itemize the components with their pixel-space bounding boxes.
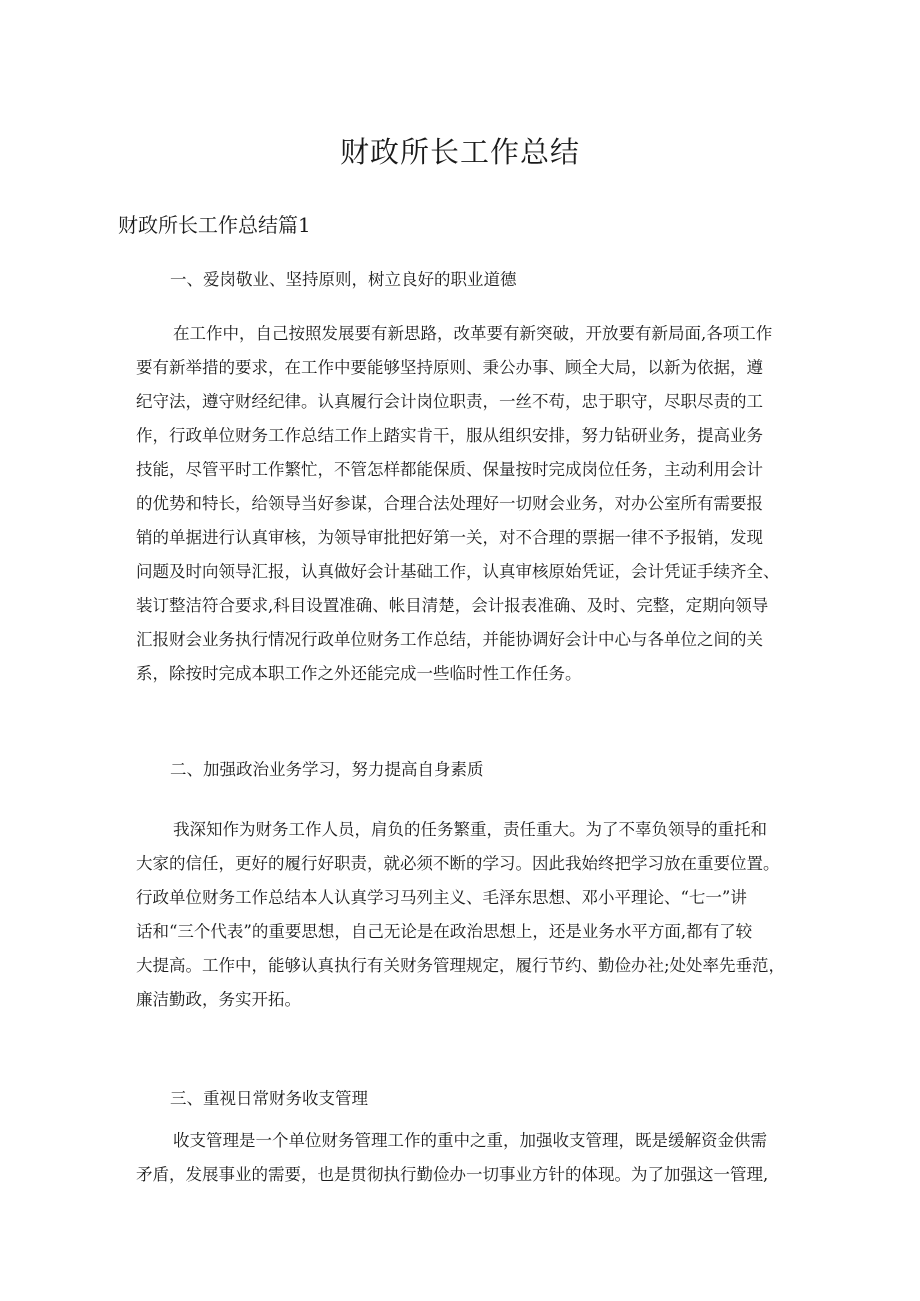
- paragraph-line: 我深知作为财务工作人员，肩负的任务繁重，责任重大。为了不辜负领导的重托和: [173, 820, 767, 839]
- section-2-paragraph: [136, 813, 794, 1017]
- section-heading-3: 三、重视日常财务收支管理: [170, 1089, 368, 1108]
- paragraph-line: 大家的信任，更好的履行好职责，就必须不断的学习。因此我始终把学习放在重要位置。: [136, 854, 780, 873]
- section-heading-1: 一、爱岗敬业、坚持原则，树立良好的职业道德: [170, 270, 517, 289]
- paragraph-line: 作，行政单位财务工作总结工作上踏实肯干，服从组织安排，努力钻研业务，提高业务: [136, 426, 763, 445]
- section-1-paragraph: [136, 317, 794, 691]
- paragraph-line: 装订整洁符合要求,科目设置准确、帐目清楚，会计报表准确、及时、完整，定期向领导: [136, 596, 769, 615]
- document-title: 财政所长工作总结: [339, 135, 580, 169]
- paragraph-line: 纪守法，遵守财经纪律。认真履行会计岗位职责，一丝不苟，忠于职守，尽职尽责的工: [136, 392, 763, 411]
- paragraph-line: 在工作中，自己按照发展要有新思路，改革要有新突破，开放要有新局面,各项工作: [173, 324, 773, 343]
- paragraph-line: 汇报财会业务执行情况行政单位财务工作总结，并能协调好会计中心与各单位之间的关: [136, 630, 763, 649]
- document-subtitle: 财政所长工作总结篇1: [118, 213, 311, 237]
- paragraph-line: 廉洁勤政，务实开拓。: [136, 990, 301, 1009]
- paragraph-line: 话和“三个代表”的重要思想，自己无论是在政治思想上，还是业务水平方面,都有了较: [136, 922, 753, 941]
- paragraph-line: 系，除按时完成本职工作之外还能完成一些临时性工作任务。: [136, 664, 582, 683]
- paragraph-line: 大提高。工作中，能够认真执行有关财务管理规定，履行节约、勤俭办社;处处率先垂范，: [136, 956, 786, 975]
- paragraph-line: 技能，尽管平时工作繁忙，不管怎样都能保质、保量按时完成岗位任务，主动利用会计: [136, 460, 763, 479]
- paragraph-line: 问题及时向领导汇报，认真做好会计基础工作，认真审核原始凭证，会计凭证手续齐全、: [136, 562, 780, 581]
- paragraph-line: 收支管理是一个单位财务管理工作的重中之重，加强收支管理，既是缓解资金供需: [173, 1131, 767, 1150]
- paragraph-line: 行政单位财务工作总结本人认真学习马列主义、毛泽东思想、邓小平理论、“七一”讲: [136, 888, 747, 907]
- paragraph-line: 要有新举措的要求，在工作中要能够坚持原则、秉公办事、顾全大局，以新为依据，遵: [136, 358, 763, 377]
- paragraph-line: 矛盾，发展事业的需要，也是贯彻执行勤俭办一切事业方针的体现。为了加强这一管理,: [136, 1165, 769, 1184]
- paragraph-line: 销的单据进行认真审核，为领导审批把好第一关，对不合理的票据一律不予报销，发现: [136, 528, 763, 547]
- paragraph-line: 的优势和特长，给领导当好参谋，合理合法处理好一切财会业务，对办公室所有需要报: [136, 494, 763, 513]
- section-heading-2: 二、加强政治业务学习，努力提高自身素质: [170, 760, 484, 779]
- section-3-paragraph: [136, 1124, 794, 1192]
